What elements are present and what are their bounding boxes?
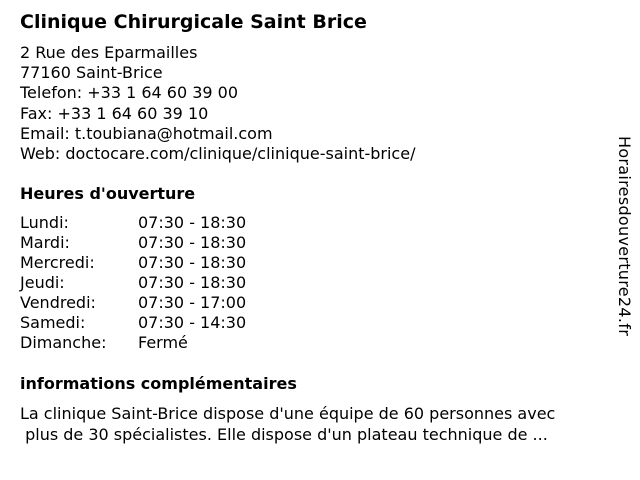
- hours-row-monday: [20, 213, 246, 233]
- email-address: Email: t.toubiana@hotmail.com: [20, 123, 273, 143]
- time-value: 07:30 - 18:30: [138, 233, 247, 252]
- address-city: 77160 Saint-Brice: [20, 63, 163, 83]
- hours-row-friday: [20, 293, 246, 313]
- time-value: Fermé: [138, 333, 188, 352]
- watermark-text: Horairesdouverture24.fr: [615, 136, 634, 337]
- fax-number: Fax: +33 1 64 60 39 10: [20, 103, 209, 123]
- hours-row-thursday: [20, 273, 246, 293]
- day-label: Mercredi:: [20, 253, 95, 272]
- time-value: 07:30 - 18:30: [138, 213, 247, 232]
- clinic-description: [20, 404, 610, 445]
- hours-row-sunday: [20, 333, 246, 353]
- description-line: La clinique Saint-Brice dispose d'une équipe de 60 personnes avec: [20, 404, 556, 423]
- opening-hours-heading: Heures d'ouverture: [20, 184, 196, 203]
- time-value: 07:30 - 17:00: [138, 293, 247, 312]
- day-label: Mardi:: [20, 233, 70, 252]
- opening-hours-list: [20, 213, 246, 353]
- address-street: 2 Rue des Eparmailles: [20, 43, 198, 62]
- phone-number: Telefon: +33 1 64 60 39 00: [20, 83, 239, 103]
- description-line: plus de 30 spécialistes. Elle dispose d'un plateau technique de ...: [20, 424, 548, 444]
- time-value: 07:30 - 18:30: [138, 273, 247, 292]
- day-label: Vendredi:: [20, 293, 96, 312]
- day-label: Jeudi:: [20, 273, 65, 292]
- contact-block: [20, 43, 415, 164]
- day-label: Samedi:: [20, 313, 86, 332]
- clinic-name: Clinique Chirurgicale Saint Brice: [20, 11, 367, 33]
- site-watermark: [614, 136, 634, 370]
- time-value: 07:30 - 14:30: [138, 313, 247, 332]
- day-label: Lundi:: [20, 213, 69, 232]
- website-url: Web: doctocare.com/clinique/clinique-saint-brice/: [20, 144, 416, 164]
- hours-row-tuesday: [20, 233, 246, 253]
- day-label: Dimanche:: [20, 333, 107, 352]
- additional-info-heading: informations complémentaires: [20, 374, 297, 393]
- hours-row-saturday: [20, 313, 246, 333]
- time-value: 07:30 - 18:30: [138, 253, 247, 272]
- hours-row-wednesday: [20, 253, 246, 273]
